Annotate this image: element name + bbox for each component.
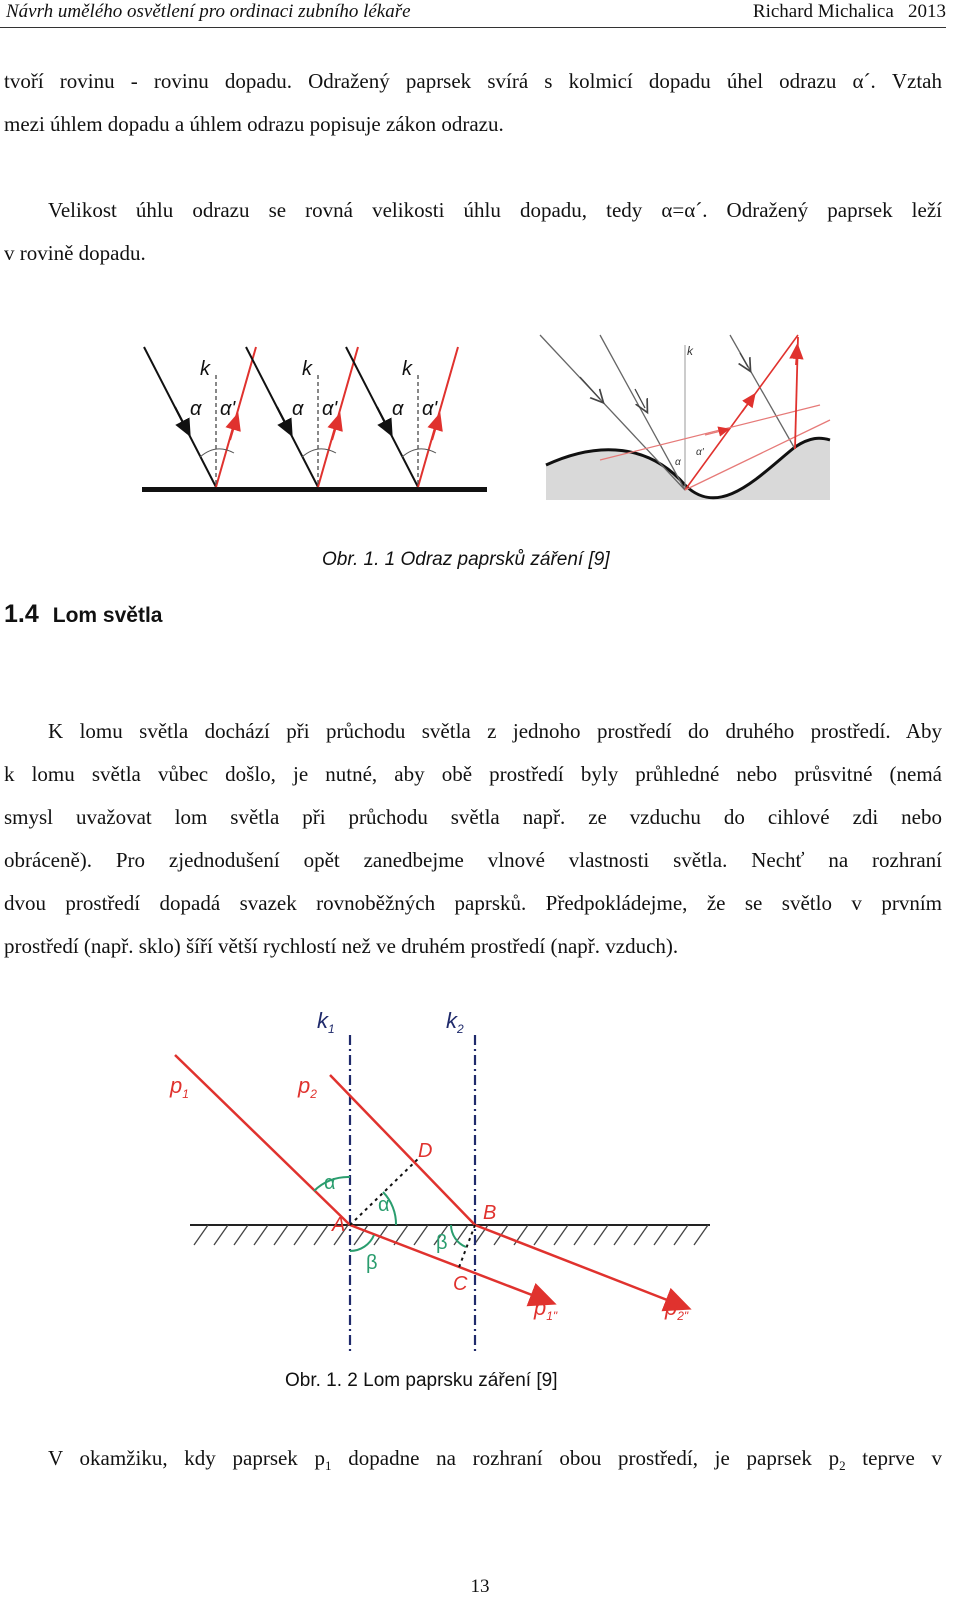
text-line: Velikost úhlu odrazu se rovná velikosti úhlu dopadu, tedy α=α´. Odražený paprsek leží	[48, 198, 942, 222]
figure1-caption: Obr. 1. 1 Odraz paprsků záření [9]	[322, 549, 610, 570]
paragraph-reflection-angles	[4, 189, 942, 275]
figure-reflection	[130, 325, 840, 515]
label-alpha-prime: α'	[696, 447, 704, 458]
header-author: Richard Michalica	[752, 1, 894, 22]
label-point-D: D	[418, 1140, 433, 1162]
reflection-unit	[246, 347, 358, 487]
text-line: smysl uvažovat lom světla při průchodu světla např. ze vzduchu do cihlové zdi nebo	[4, 805, 942, 829]
label-point-A: A	[332, 1214, 346, 1236]
text-line: tvoří rovinu - rovinu dopadu. Odražený paprsek svírá s kolmicí dopadu úhel odrazu α´. Vztah	[4, 69, 942, 93]
ray-p2-refracted	[475, 1225, 680, 1305]
header-author-year	[753, 1, 946, 23]
header-year: 2013	[908, 1, 946, 22]
curved-surface-reflection	[540, 335, 830, 500]
section-number: 1.4	[4, 600, 39, 628]
section-title: Lom světla	[52, 604, 163, 627]
mirror-surface	[142, 487, 487, 492]
label-k: k	[402, 358, 412, 380]
label-alpha-prime: α'	[220, 398, 236, 420]
reflection-unit	[346, 347, 458, 487]
header-title: Návrh umělého osvětlení pro ordinaci zubního lékaře	[6, 1, 411, 22]
page-number: 13	[470, 1576, 490, 1597]
text-line: v rovině dopadu.	[4, 241, 146, 265]
label-beta-2: β	[436, 1232, 448, 1254]
label-alpha-prime: α'	[422, 398, 438, 420]
label-k: k	[302, 358, 312, 380]
reflection-unit	[144, 347, 256, 487]
text-line: k lomu světla vůbec došlo, je nutné, aby obě prostředí byly průhledné nebo průsvitné (nemá	[4, 762, 942, 786]
ray-p1-incident	[175, 1055, 350, 1225]
label-alpha-prime: α'	[322, 398, 338, 420]
label-k: k	[687, 344, 693, 358]
text-line: prostředí (např. sklo) šíří větší rychlostí než ve druhém prostředí (např. vzduch).	[4, 934, 679, 958]
paragraph-reflection-law	[4, 60, 942, 146]
angle-arc-beta-2	[451, 1225, 466, 1247]
text-line: V okamžiku, kdy paprsek $p_1$ dopadne na rozhraní obou prostředí, je paprsek $p_2$ teprve v	[48, 1446, 942, 1474]
section-heading	[4, 600, 162, 629]
text-line: mezi úhlem dopadu a úhlem odrazu popisuje zákon odrazu.	[4, 112, 504, 136]
label-point-C: C	[453, 1273, 468, 1295]
label-p1-refracted: $p_{1"}$	[534, 1295, 558, 1323]
figure-refraction	[150, 995, 720, 1360]
text-line: K lomu světla dochází při průchodu světla z jednoho prostředí do druhého prostředí. Aby	[48, 719, 942, 743]
figure2-caption: Obr. 1. 2 Lom paprsku záření [9]	[285, 1370, 558, 1391]
paragraph-refraction	[4, 710, 942, 968]
label-p1: $p_1$	[170, 1073, 189, 1101]
text-line: dvou prostředí dopadá svazek rovnoběžných paprsků. Předpokládejme, že se světlo v prvním	[4, 891, 942, 915]
label-alpha: α	[190, 398, 202, 420]
label-beta-1: β	[366, 1252, 378, 1274]
label-alpha: α	[675, 457, 681, 468]
label-alpha: α	[392, 398, 404, 420]
label-point-B: B	[483, 1202, 497, 1224]
paragraph-refraction-continued	[4, 1437, 942, 1487]
label-alpha: α	[292, 398, 304, 420]
wavefront-BC	[458, 1225, 475, 1270]
label-alpha-2: α	[378, 1194, 390, 1216]
label-p2: $p_2$	[298, 1073, 317, 1101]
label-p2-refracted: $p_{2"}$	[665, 1295, 689, 1323]
label-k1: $k_1$	[317, 1008, 335, 1036]
text-line: obráceně). Pro zjednodušení opět zanedbejme vlnové vlastnosti světla. Nechť na rozhraní	[4, 848, 942, 872]
label-k2: $k_2$	[446, 1008, 464, 1036]
ray-p2-incident	[330, 1075, 475, 1225]
angle-arc-beta-1	[350, 1235, 374, 1251]
header-rule	[0, 27, 946, 28]
label-k: k	[200, 358, 210, 380]
label-alpha-1: α	[324, 1172, 336, 1194]
